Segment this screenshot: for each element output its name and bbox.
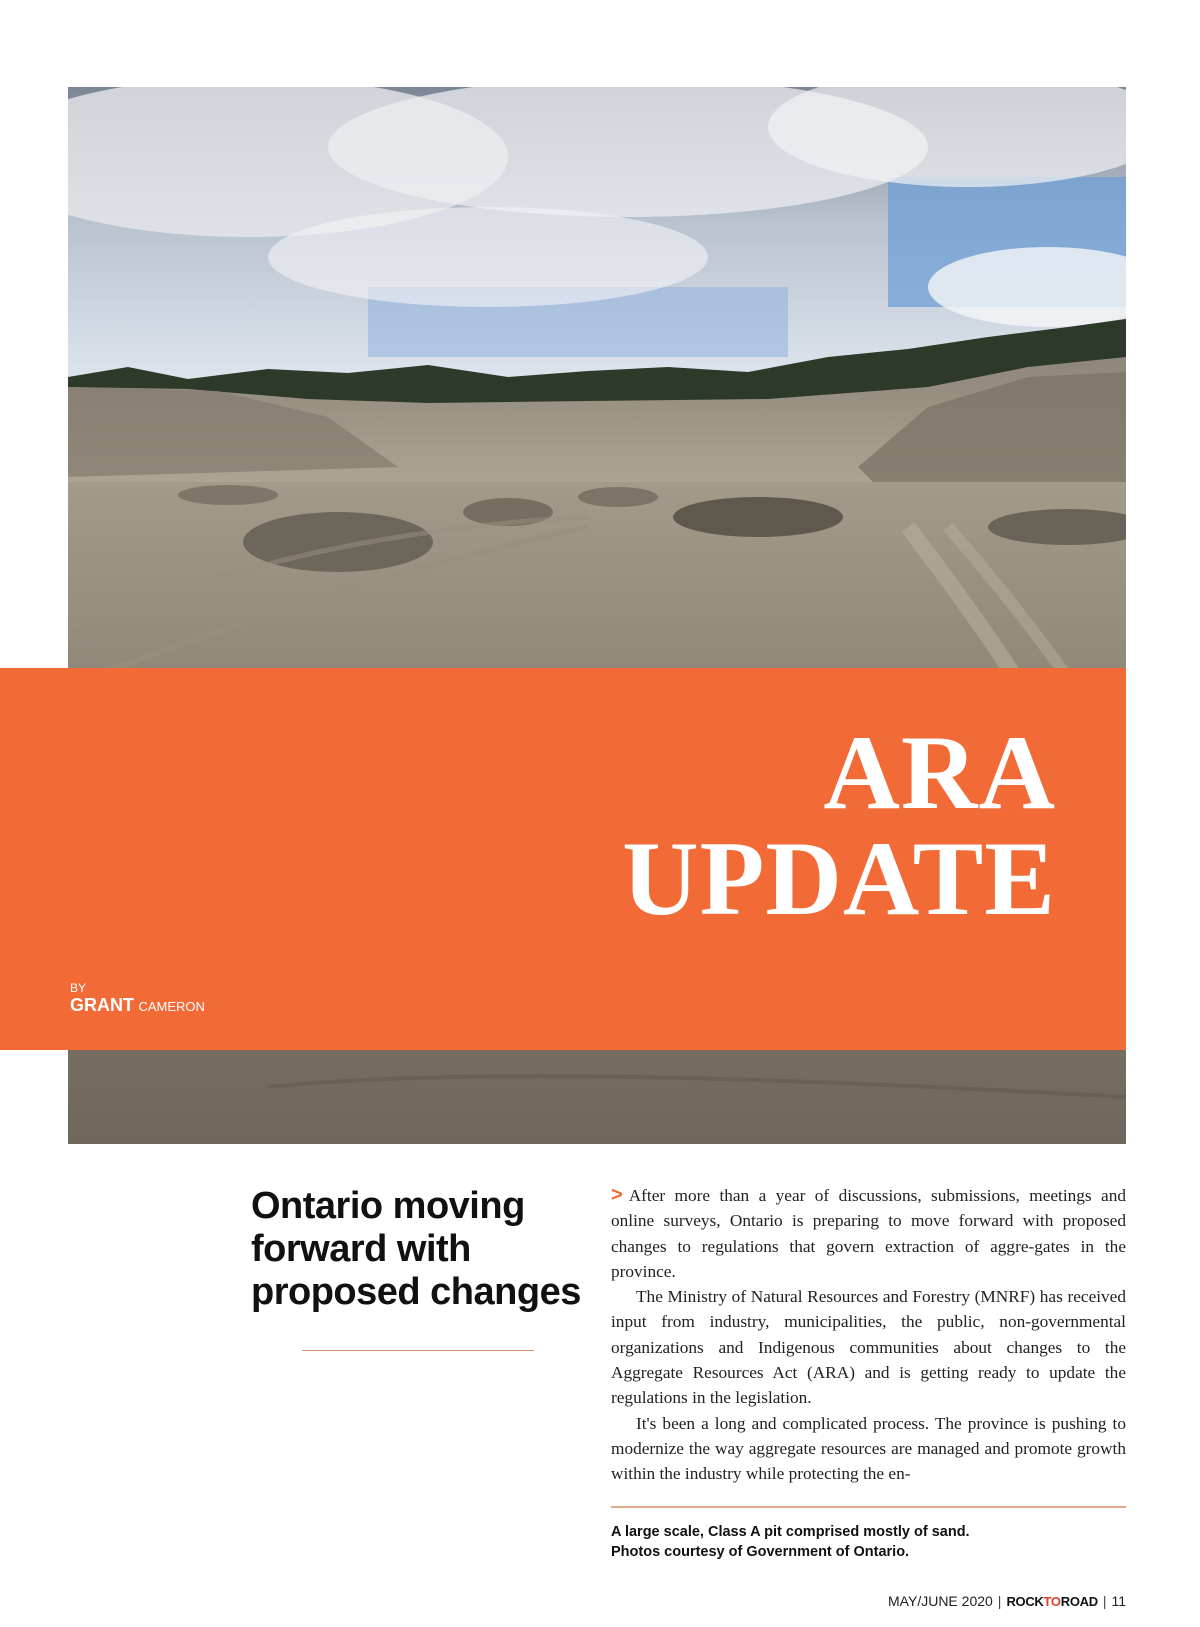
article-body [611,1183,1126,1487]
article-headline: Ontario moving forward with proposed changes [251,1185,581,1313]
body-paragraph-1-text: After more than a year of discussions, submissions, meetings and online surveys, Ontario is preparing to move forward with proposed changes to regulations that govern extraction of aggre-gates in the province. [611,1186,1126,1281]
caption-line-2: Photos courtesy of Government of Ontario. [611,1544,910,1560]
caption-line-1: A large scale, Class A pit comprised mostly of sand. [611,1524,970,1540]
article-title [622,714,1056,937]
footer-separator-2: | [1102,1593,1107,1609]
title-line-2: UPDATE [622,820,1056,937]
title-band [0,668,1126,1050]
byline [70,982,205,1016]
author-first-name: GRANT [70,995,134,1015]
body-paragraph-1 [611,1183,1126,1284]
byline-by: BY [70,981,87,995]
headline-divider [302,1350,534,1351]
page-footer [888,1593,1126,1609]
body-paragraph-3: It's been a long and complicated process. The province is pushing to modernize the way aggregate resources are managed and promote growth within the industry while protecting the en- [611,1413,1126,1484]
magazine-logo: ROCKTOROAD [1006,1593,1098,1609]
body-paragraph-2: The Ministry of Natural Resources and Forestry (MNRF) has received input from industry, municipalities, the public, non-governmental organizations and Indigenous communities about changes to the Aggregate Resources Act (ARA) and is getting ready to update the regulations in the legislation. [611,1287,1126,1408]
title-line-1: ARA [823,714,1056,831]
page-number: 11 [1111,1593,1126,1609]
caption-divider [611,1506,1126,1508]
photo-caption [611,1522,1126,1562]
footer-separator: | [997,1593,1002,1609]
chevron-right-icon: > [611,1184,623,1206]
issue-date: MAY/JUNE 2020 [888,1593,993,1609]
author-last-name: CAMERON [138,999,205,1014]
